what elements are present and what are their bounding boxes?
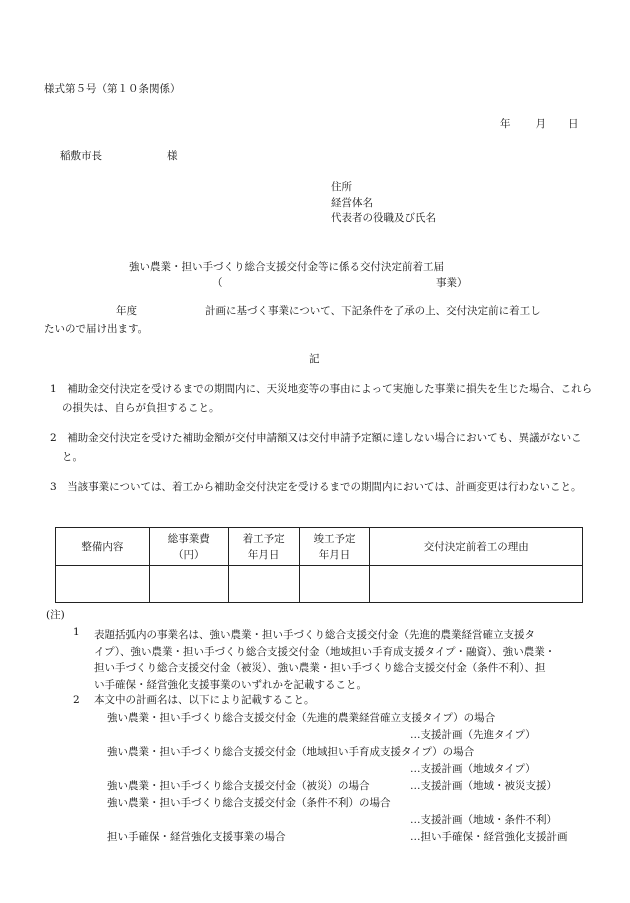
title-open-paren: （	[212, 277, 223, 289]
ki-heading: 記	[309, 353, 320, 365]
applicant-rep-label: 代表者の役職及び氏名	[331, 212, 436, 224]
notes-label: (注)	[46, 609, 65, 621]
condition-number: 2	[50, 432, 57, 444]
note2-text: 本文中の計画名は、以下により記載すること。	[94, 694, 315, 706]
header-cell-completion-date: 竣工予定 年月日	[299, 528, 370, 566]
condition-text: 補助金交付決定を受けるまでの期間内に、天災地変等の事由によって実施した事業に損失を生じた場合、これらの損失は、自らが負担すること。	[62, 383, 593, 414]
header-cell-start-date: 着工予定 年月日	[228, 528, 299, 566]
header-cell-reason: 交付決定前着工の理由	[370, 528, 583, 566]
header-cell-content: 整備内容	[56, 528, 150, 566]
condition-item	[50, 380, 598, 418]
plan-case: 強い農業・担い手づくり総合支援交付金（地域担い手育成支援タイプ）の場合	[107, 746, 475, 758]
plan-name: …支援計画（先進タイプ）	[410, 729, 536, 741]
table-header-row	[56, 528, 583, 566]
plan-case: 強い農業・担い手づくり総合支援交付金（先進的農業経営確立支援タイプ）の場合	[107, 712, 496, 724]
header-cell-total-cost: 総事業費 （円）	[149, 528, 228, 566]
condition-item	[50, 478, 598, 497]
date-line	[500, 119, 579, 130]
intro-text-line1: 計画に基づく事業について、下記条件を了承の上、交付決定前に着工し	[205, 305, 541, 317]
condition-item	[50, 429, 598, 467]
plan-name: …支援計画（地域・被災支援）	[410, 780, 557, 792]
title-project-suffix: 事業）	[436, 277, 468, 289]
plan-case: 強い農業・担い手づくり総合支援交付金（条件不利）の場合	[107, 797, 391, 809]
plan-name: …支援計画（地域タイプ）	[410, 763, 536, 775]
form-number: 様式第５号（第１０条関係）	[44, 83, 181, 95]
condition-number: 3	[50, 481, 57, 493]
note1-number: 1	[73, 626, 80, 638]
date-year: 年	[500, 118, 511, 130]
applicant-address-label: 住所	[331, 181, 352, 193]
document-title: 強い農業・担い手づくり総合支援交付金等に係る交付決定前着工届	[129, 261, 444, 273]
table-row	[56, 566, 583, 603]
cell-total-cost-input[interactable]	[149, 566, 228, 603]
plan-name: …支援計画（地域・条件不利）	[410, 814, 557, 826]
plan-name: …担い手確保・経営強化支援計画	[410, 831, 568, 843]
cell-content-input[interactable]	[56, 566, 150, 603]
intro-fiscal-year: 年度	[116, 305, 137, 317]
cell-completion-date-input[interactable]	[299, 566, 370, 603]
cell-start-date-input[interactable]	[228, 566, 299, 603]
note1-text: 表題括弧内の事業名は、強い農業・担い手づくり総合支援交付金（先進的農業経営確立支援タ イプ）、強い農業・担い手づくり総合支援交付金（地域担い手育成支援タイプ・融資）、強い農業・ 担い手づくり総合支援交付金（被災）、強い農業・担い手づくり総合支援交付金（条件不利）、担 い手確保・経営強化支援事業のいずれかを記載すること。	[94, 629, 556, 691]
condition-number: 1	[50, 383, 57, 395]
date-month: 月	[535, 118, 546, 130]
construction-table	[55, 527, 583, 603]
addressee-honorific: 様	[167, 150, 178, 162]
plan-case: 担い手確保・経営強化支援事業の場合	[107, 831, 286, 843]
applicant-org-label: 経営体名	[331, 197, 373, 209]
cell-reason-input[interactable]	[370, 566, 583, 603]
addressee-name: 稲敷市長	[60, 150, 102, 162]
intro-text-line2: たいので届け出ます。	[44, 323, 149, 335]
condition-text: 当該事業については、着工から補助金交付決定を受けるまでの期間内においては、計画変更は行わないこと。	[67, 481, 582, 493]
date-day: 日	[568, 118, 579, 130]
note2-number: 2	[73, 694, 80, 706]
plan-case: 強い農業・担い手づくり総合支援交付金（被災）の場合	[107, 780, 370, 792]
condition-text: 補助金交付決定を受けた補助金額が交付申請額又は交付申請予定額に達しない場合においても、異議がないこと。	[62, 432, 582, 463]
